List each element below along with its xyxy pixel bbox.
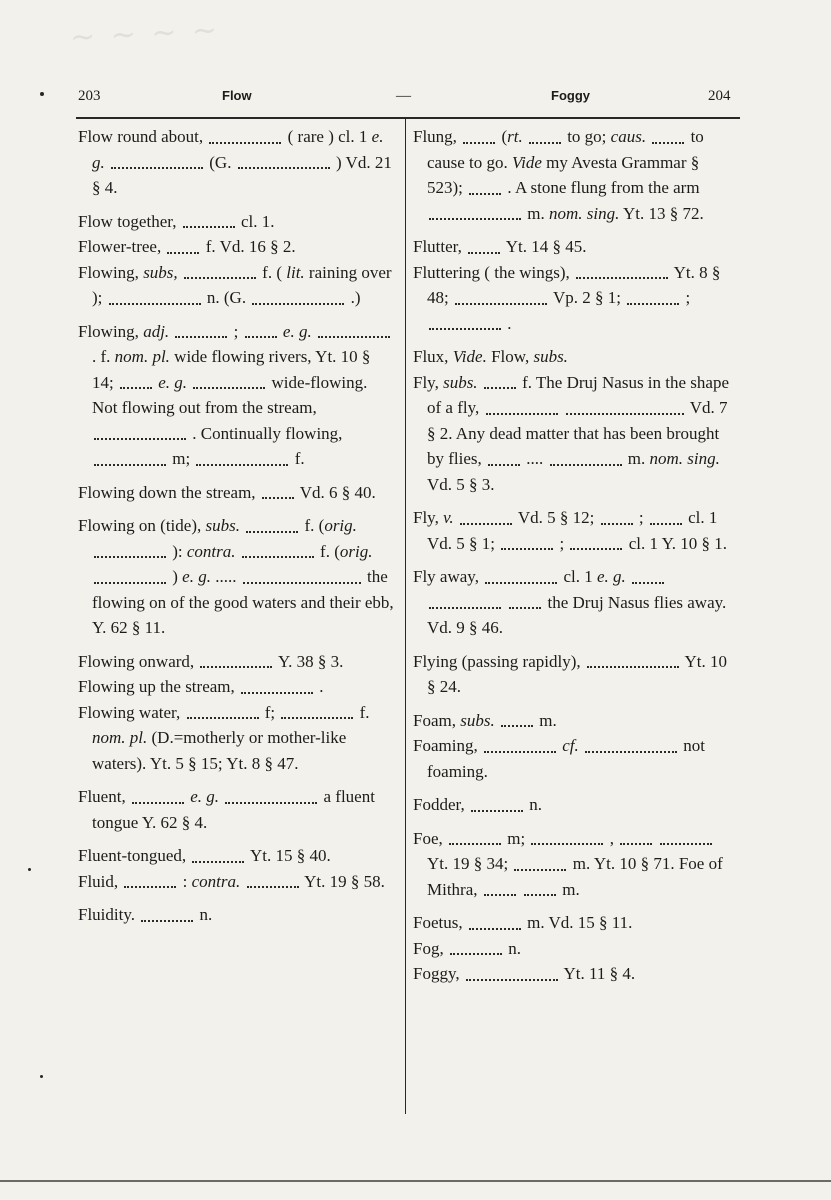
entry-text-part: Fly away, <box>413 567 484 586</box>
right-column <box>413 124 739 987</box>
avestan-script <box>262 488 294 499</box>
entry-text-part: m; <box>172 449 195 468</box>
avestan-script <box>468 243 500 254</box>
avestan-script <box>281 708 353 719</box>
entry-text-part: f; <box>264 702 280 722</box>
entry-text-part: Fluttering ( the wings), <box>413 262 575 282</box>
entry-text-part: . f. nom. pl. wide flowing rivers, Yt. 10 § 14; <box>92 347 371 392</box>
entry-text-part: Vd. 5 § 12; <box>517 508 599 527</box>
avestan-script <box>429 598 501 609</box>
avestan-script <box>245 327 277 338</box>
avestan-script <box>660 834 712 845</box>
entry-text-part: f. Vd. 16 § 2. <box>205 237 296 256</box>
entry-text-part: f. <box>294 449 305 468</box>
avestan-script <box>484 378 516 389</box>
entry-text-part: Vp. 2 § 1; <box>552 288 626 307</box>
entry-text-part: ; <box>559 533 569 553</box>
entry <box>78 260 396 311</box>
avestan-script <box>566 404 684 415</box>
left-column <box>78 124 396 936</box>
avestan-script <box>167 243 199 254</box>
avestan-script <box>585 742 677 753</box>
entry-text-part: ) Vd. 21 § 4. <box>92 152 392 197</box>
entry-text-part: Fluent-tongued, <box>78 846 191 865</box>
avestan-script <box>486 404 558 415</box>
entry-text-part: . <box>507 313 512 333</box>
entry-text-part: Flow round about, <box>78 127 208 146</box>
entry <box>413 370 739 498</box>
entry-text-part: e. g. <box>190 787 219 806</box>
entry <box>78 319 396 472</box>
avestan-script <box>529 133 561 144</box>
entry-text-part: . <box>319 677 324 696</box>
avestan-script <box>576 268 668 279</box>
avestan-script <box>463 133 495 144</box>
entry-text-part: Vd. 6 § 40. <box>299 482 376 502</box>
entry-text-part: m. <box>562 879 580 899</box>
entry-text-part: Flowing, adj. <box>78 321 170 341</box>
entry <box>413 124 739 226</box>
avestan-script <box>94 547 166 558</box>
avestan-script <box>484 885 516 896</box>
entry-text-part: Fluid, <box>78 871 123 891</box>
entry <box>78 513 396 641</box>
avestan-script <box>193 378 265 389</box>
avestan-script <box>650 514 682 525</box>
avestan-script <box>471 801 523 812</box>
avestan-script <box>601 514 633 525</box>
entry <box>413 564 739 641</box>
entry-text-part: Flowing, subs, <box>78 262 178 282</box>
entry-text-part: m. Vd. 15 § 11. <box>527 913 633 932</box>
entry-text-part: Flowing up the stream, <box>78 677 240 696</box>
speck <box>40 92 44 96</box>
avestan-script <box>587 657 679 668</box>
avestan-script <box>429 319 501 330</box>
entry-text-part: Flux, Vide. Flow, subs. <box>413 347 568 366</box>
avestan-script <box>318 327 390 338</box>
entry-text-part: Vd. 7 § 2. Any dead matter that has been brought by flies, <box>427 398 728 468</box>
entry <box>413 649 739 700</box>
entry-text-part: Flowing onward, <box>78 651 199 671</box>
entry-text-part: Fly, v. <box>413 508 454 527</box>
entry-text-part: a fluent tongue Y. 62 § 4. <box>92 787 375 832</box>
entry-text-part: cl. 1. <box>240 211 275 231</box>
entry-text-part: .... <box>526 449 548 468</box>
entry-text-part: e. g. <box>158 372 188 392</box>
entry-text-part: Flying (passing rapidly), <box>413 651 585 671</box>
entry-text-part: Yt. 14 § 45. <box>505 237 587 256</box>
entry-text-part: Flower-tree, <box>78 237 166 256</box>
avestan-script <box>501 716 533 727</box>
avestan-script <box>124 877 176 888</box>
entry <box>413 260 739 337</box>
entry-text-part: Flowing down the stream, <box>78 482 260 502</box>
avestan-script <box>466 970 558 981</box>
headword-right: Foggy <box>551 88 590 103</box>
avestan-script <box>187 708 259 719</box>
entry <box>413 792 739 818</box>
entry <box>413 344 739 370</box>
entry-text-part: wide-flowing. Not flowing out from the stream, <box>92 372 368 417</box>
avestan-script <box>531 834 603 845</box>
avestan-script <box>550 455 622 466</box>
entry-text-part: Yt. 19 § 34; <box>427 854 513 873</box>
entry-text-part: ) e. g. ..... <box>172 567 241 586</box>
entry-text-part: Yt. 19 § 58. <box>304 871 385 891</box>
entry-text-part: f. The Druj Nasus in the shape of a fly, <box>427 372 730 417</box>
avestan-script <box>243 573 361 584</box>
entry <box>78 843 396 869</box>
avestan-script <box>225 793 317 804</box>
entry-text-part: to cause to go. Vide my Avesta Grammar § 523); <box>427 127 704 197</box>
speck <box>40 1075 43 1078</box>
entry <box>413 505 739 556</box>
entry-text-part: (G. <box>209 152 236 172</box>
entry-text-part: Flutter, <box>413 237 467 256</box>
avestan-script <box>450 944 502 955</box>
avestan-script <box>429 209 521 220</box>
entry-text-part: Flowing on (tide), subs. <box>78 516 240 535</box>
avestan-script <box>196 455 288 466</box>
avestan-script <box>94 455 166 466</box>
avestan-script <box>509 598 541 609</box>
entry <box>413 961 739 987</box>
avestan-script <box>246 522 298 533</box>
entry-text-part: Foggy, <box>413 964 464 983</box>
entry-text-part: . A stone flung from the arm <box>507 178 700 197</box>
header-dash: — <box>396 88 411 104</box>
avestan-script <box>652 133 684 144</box>
avestan-script <box>485 573 557 584</box>
avestan-script <box>111 158 203 169</box>
avestan-script <box>570 539 622 550</box>
avestan-script <box>469 184 501 195</box>
entry-text-part: n. (G. <box>206 288 251 307</box>
entry-text-part: ; <box>233 321 243 341</box>
page-number-left: 203 <box>78 88 101 104</box>
entry-text-part: cl. 1 Y. 10 § 1. <box>628 533 727 553</box>
entry-text-part: ; <box>638 508 648 527</box>
avestan-script <box>252 294 344 305</box>
entry <box>78 674 396 700</box>
entry-text-part: ( rare ) cl. 1 e. g. <box>92 127 384 172</box>
avestan-script <box>524 885 556 896</box>
avestan-script <box>141 911 193 922</box>
avestan-script <box>627 294 679 305</box>
entry-text-part: Flung, <box>413 127 462 146</box>
avestan-script <box>620 834 652 845</box>
entry-text-part: f. ( lit. raining over ); <box>92 262 392 307</box>
avestan-script <box>109 294 201 305</box>
avestan-script <box>183 217 235 228</box>
entry-text-part: ; <box>685 288 691 307</box>
entry-text-part: Foaming, <box>413 736 482 755</box>
entry <box>78 209 396 235</box>
avestan-script <box>132 793 184 804</box>
page-number-right: 204 <box>708 88 731 104</box>
entry-text-part: cl. 1 e. g. <box>563 567 626 586</box>
entry-text-part: Foe, <box>413 828 447 848</box>
entry <box>78 480 396 506</box>
avestan-script <box>238 158 330 169</box>
entry-text-part: Fluent, <box>78 787 130 806</box>
entry <box>413 234 739 260</box>
entry-text-part: not foaming. <box>427 736 705 781</box>
entry-text-part: ): contra. <box>172 541 236 561</box>
entry-text-part: Fly, subs. <box>413 372 478 392</box>
bleed-through-text: ~ ~ ~ ~ <box>69 12 221 56</box>
avestan-script <box>94 429 186 440</box>
entry-text-part: n. <box>508 938 521 958</box>
entry <box>413 936 739 962</box>
entry-text-part: Y. 38 § 3. <box>278 651 344 671</box>
entry-text-part: Fog, <box>413 938 448 958</box>
headword-left: Flow <box>222 88 252 103</box>
entry-text-part: Foam, subs. <box>413 710 495 730</box>
entry <box>78 869 396 895</box>
entry <box>413 708 739 734</box>
avestan-script <box>501 539 553 550</box>
entry-text-part: f. (orig. <box>320 541 373 561</box>
avestan-script <box>460 514 512 525</box>
entry-text-part: , <box>609 828 619 848</box>
page-edge <box>0 1180 831 1182</box>
entry-text-part: Yt. 8 § 48; <box>427 262 721 307</box>
avestan-script <box>632 573 664 584</box>
avestan-script <box>514 860 566 871</box>
entry-text-part: Fodder, <box>413 795 469 814</box>
avestan-script <box>449 834 501 845</box>
avestan-script <box>209 133 281 144</box>
entry-text-part: cl. 1 Vd. 5 § 1; <box>427 508 718 553</box>
entry-text-part: e. g. <box>282 321 312 341</box>
entry-text-part: Flowing water, <box>78 702 185 722</box>
avestan-script <box>241 683 313 694</box>
entry <box>78 902 396 928</box>
header-rule <box>76 117 740 119</box>
entry-text-part: f. nom. pl. (D.=motherly or mother-like waters). Yt. 5 § 15; Yt. 8 § 47. <box>92 702 370 773</box>
entry <box>78 700 396 777</box>
entry <box>413 733 739 784</box>
avestan-script <box>120 378 152 389</box>
entry-text-part: Fluidity. <box>78 905 140 924</box>
entry-text-part: : contra. <box>182 871 241 891</box>
entry-text-part: m. Yt. 10 § 71. Foe of Mithra, <box>427 854 723 899</box>
entry-text-part: the Druj Nasus flies away. Vd. 9 § 46. <box>427 592 727 637</box>
entry-text-part: . Continually flowing, <box>192 423 343 443</box>
entry-text-part: m. nom. sing. Vd. 5 § 3. <box>427 449 720 494</box>
running-header <box>0 88 831 112</box>
entry-text-part: Yt. 11 § 4. <box>563 964 636 983</box>
entry-text-part: f. (orig. <box>304 516 357 535</box>
entry-text-part: Foetus, <box>413 913 467 932</box>
avestan-script <box>184 268 256 279</box>
entry <box>413 910 739 936</box>
avestan-script <box>242 547 314 558</box>
entry <box>78 784 396 835</box>
entry-text-part: Yt. 10 § 24. <box>427 651 728 696</box>
avestan-script <box>455 294 547 305</box>
entry-text-part: Flow together, <box>78 211 181 231</box>
entry-text-part: cf. <box>562 736 579 755</box>
entry <box>78 649 396 675</box>
avestan-script <box>192 852 244 863</box>
avestan-script <box>247 877 299 888</box>
entry-text-part: to go; caus. <box>567 127 647 146</box>
entry <box>413 826 739 903</box>
entry-text-part: m. nom. sing. Yt. 13 § 72. <box>527 203 704 223</box>
speck <box>28 868 31 871</box>
avestan-script <box>200 657 272 668</box>
entry-text-part: the flowing on of the good waters and their ebb, Y. 62 § 11. <box>92 567 394 637</box>
entry-text-part: n. <box>199 905 213 924</box>
avestan-script <box>94 573 166 584</box>
avestan-script <box>175 327 227 338</box>
avestan-script <box>469 919 521 930</box>
entry <box>78 234 396 260</box>
entry-text-part: n. <box>529 795 542 814</box>
entry-text-part: m; <box>507 828 530 848</box>
entry-text-part: Yt. 15 § 40. <box>250 846 331 865</box>
entry <box>78 124 396 201</box>
entry-text-part: (rt. <box>501 127 523 146</box>
column-divider <box>405 119 406 1114</box>
entry-text-part: m. <box>539 710 557 730</box>
entry-text-part: .) <box>350 288 361 307</box>
avestan-script <box>488 455 520 466</box>
avestan-script <box>484 742 556 753</box>
